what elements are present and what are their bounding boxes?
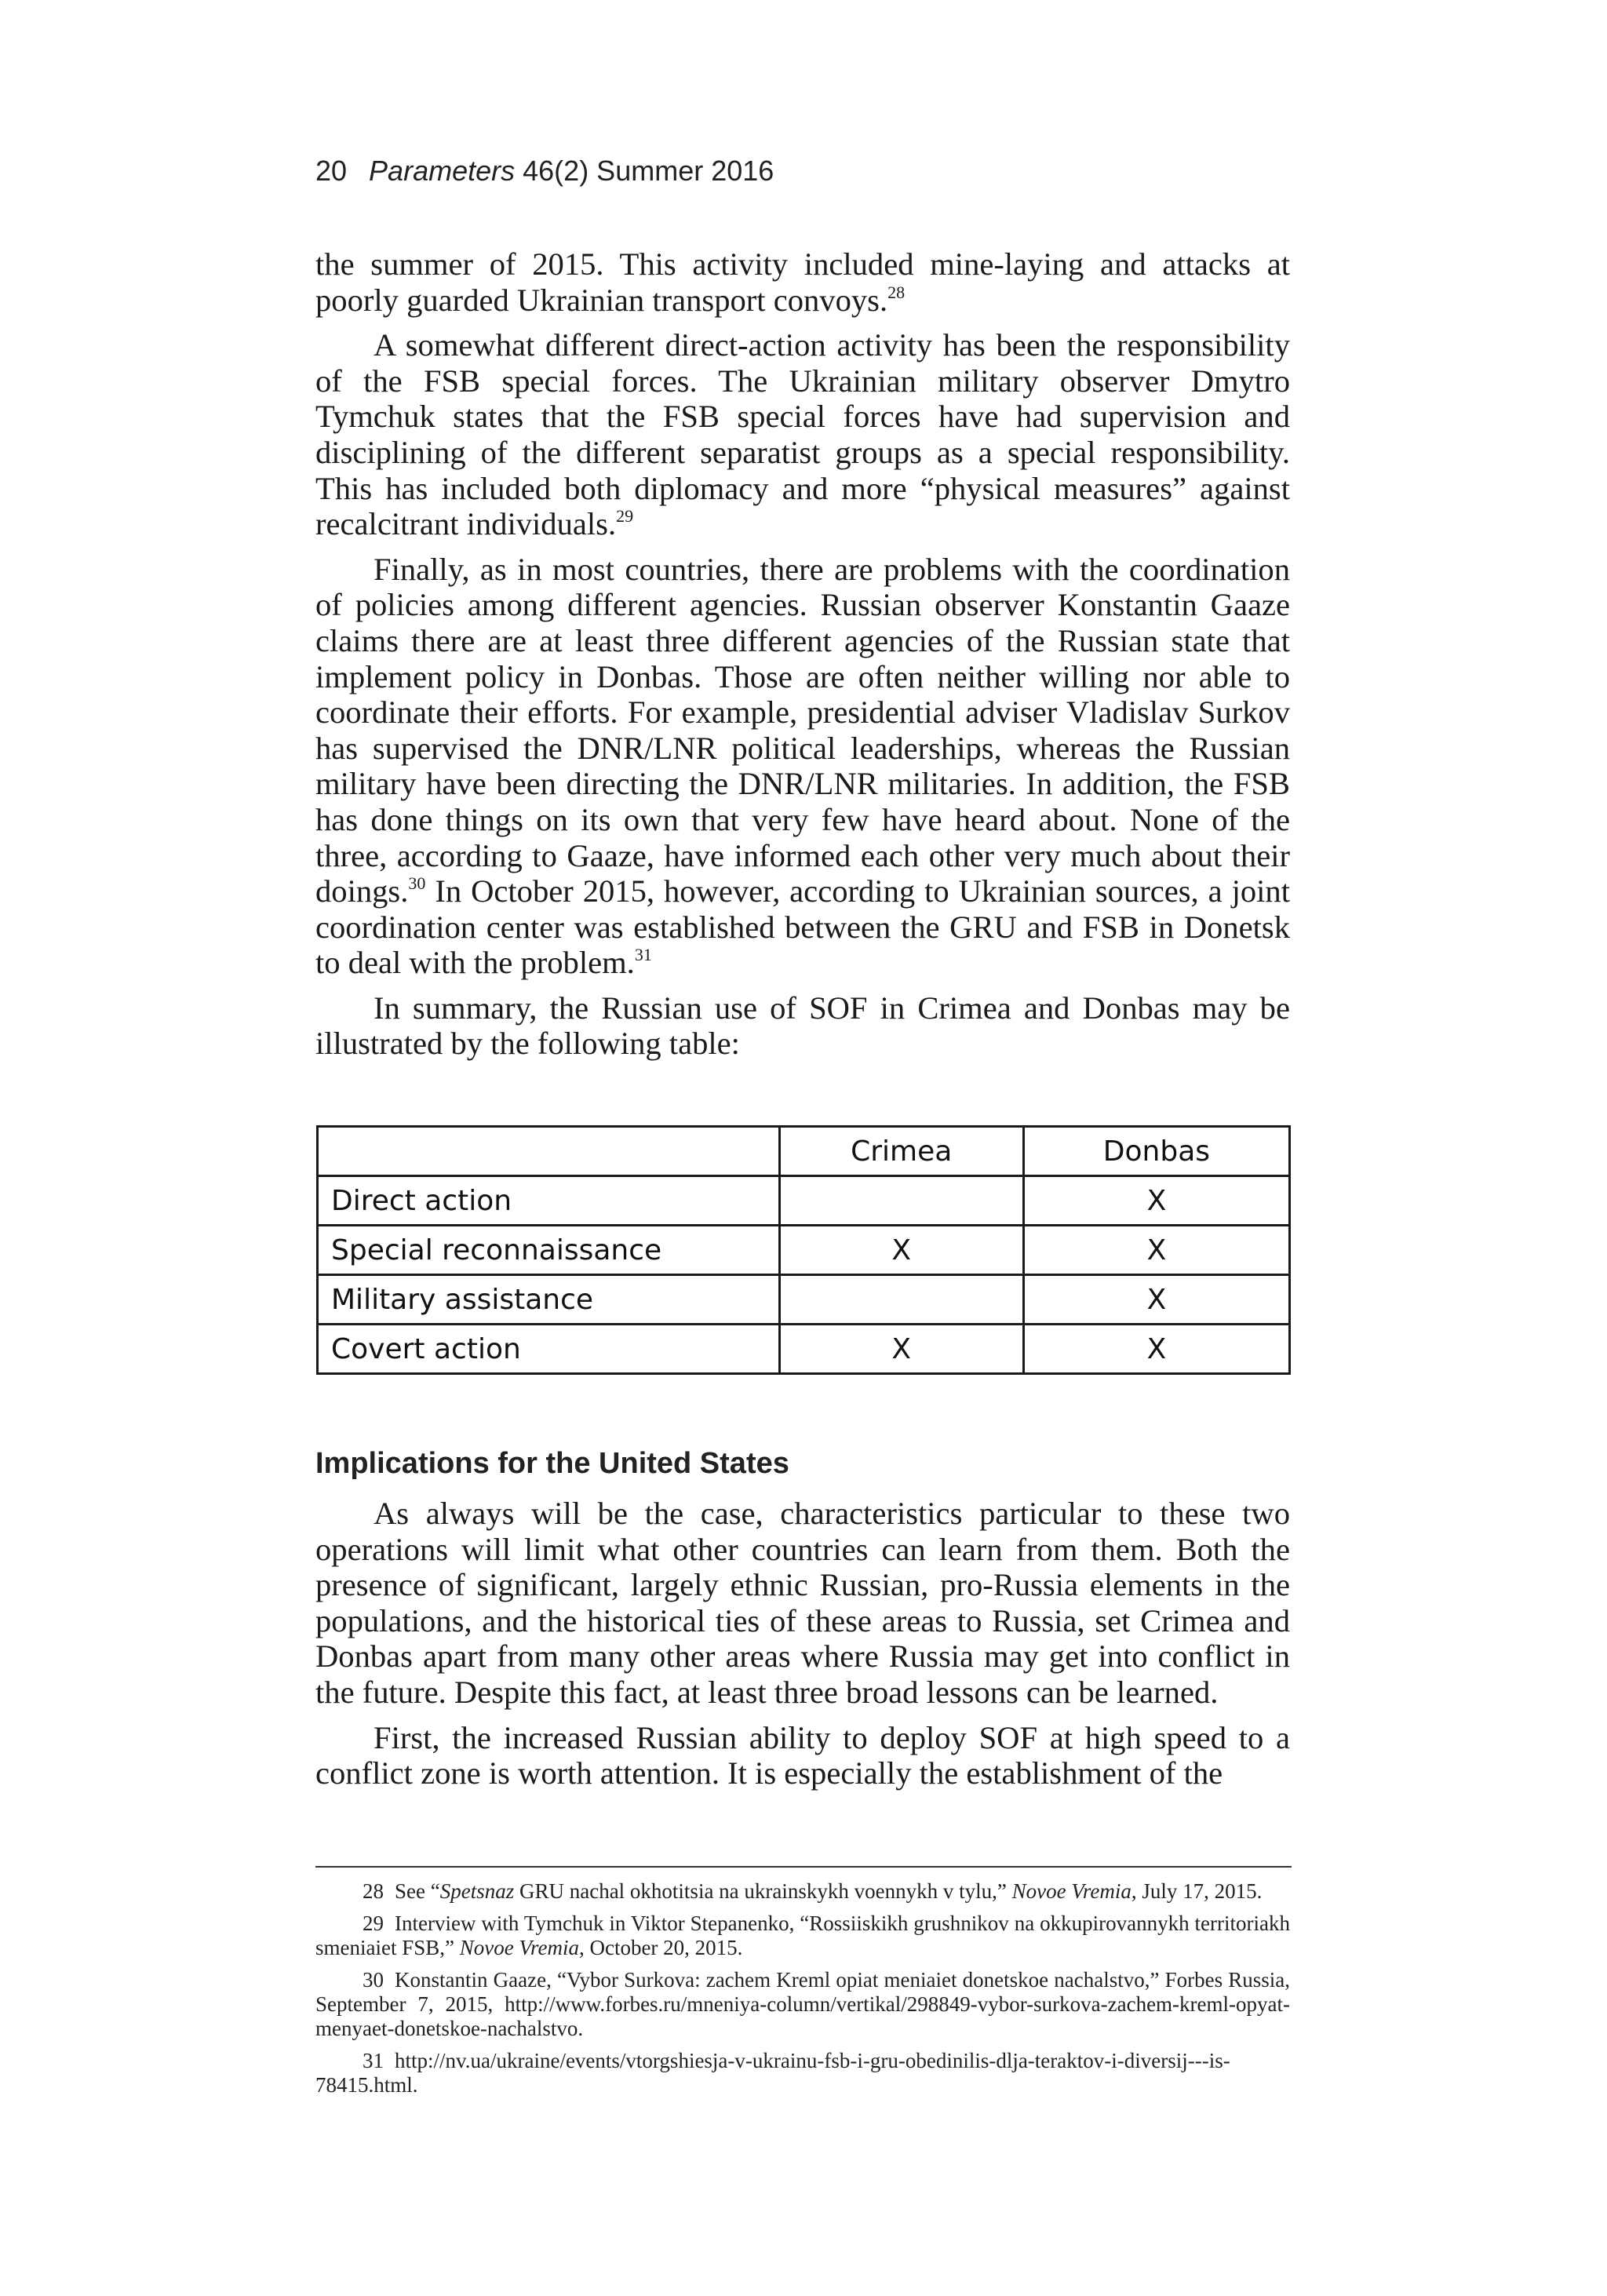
- footnotes: [315, 1879, 1290, 2105]
- footnote-29: 29 Interview with Tymchuk in Viktor Stepanenko, “Rossiiskikh grushnikov na okkupirovannykh territoriakh smeniaiet FSB,” Novoe Vremia, October 20, 2015.: [315, 1912, 1290, 1959]
- sof-table: [316, 1125, 1291, 1375]
- footnote-ref-30[interactable]: 30: [408, 873, 426, 894]
- journal-title: Parameters: [369, 155, 516, 187]
- footnote-31: 31 http://nv.ua/ukraine/events/vtorgshiesja-v-ukrainu-fsb-i-gru-obedinilis-dlja-teraktov-i-diversij---is-78415.html.: [315, 2049, 1230, 2097]
- table-row: [318, 1226, 1290, 1275]
- footnote-30: 30 Konstantin Gaaze, “Vybor Surkova: zachem Kreml opiat meniaiet donetskoe nachalstvo,” Forbes Russia, September 7, 2015, http://www.forbes.ru/mneniya-column/vertikal/298849-vybor-surkova-zachem-kreml-opyat-menyaet-donetskoe-nachalstvo.: [315, 1968, 1290, 2040]
- donbas-cell: X: [1023, 1275, 1289, 1325]
- footnote-28: 28 See “Spetsnaz GRU nachal okhotitsia na ukrainskykh voennykh v tylu,” Novoe Vremia, July 17, 2015.: [363, 1879, 1263, 1903]
- crimea-cell: [779, 1176, 1023, 1226]
- donbas-cell: X: [1023, 1325, 1289, 1374]
- table-header-row: [318, 1127, 1290, 1176]
- footnote-31-link[interactable]: http://nv.ua/ukraine/events/vtorgshiesja-v-ukrainu-fsb-i-gru-obedinilis-dlja-teraktov-i-diversij---is-78415.html.: [315, 2049, 1230, 2097]
- table-row: [318, 1275, 1290, 1325]
- paragraph-4: In summary, the Russian use of SOF in Crimea and Donbas may be illustrated by the following table:: [315, 989, 1290, 1062]
- donbas-cell: X: [1023, 1176, 1289, 1226]
- footnote-ref-31[interactable]: 31: [634, 945, 652, 965]
- section-heading: Implications for the United States: [315, 1447, 789, 1480]
- journal-issue: 46(2) Summer 2016: [523, 155, 774, 187]
- table-header-donbas: Donbas: [1023, 1127, 1289, 1176]
- row-label: Special reconnaissance: [318, 1226, 780, 1275]
- paragraph-1: the summer of 2015. This activity included mine-laying and attacks at poorly guarded Ukrainian transport convoys.$^{28}$: [315, 246, 1290, 318]
- page-number: 20: [315, 155, 348, 187]
- table-header-blank: [318, 1127, 780, 1176]
- paragraph-2: A somewhat different direct-action activity has been the responsibility of the FSB special forces. The Ukrainian military observer Dmytro Tymchuk states that the FSB special forces have had supervision and disciplining of the different separatist groups as a special responsibility. This has included both diplomacy and more “physical measures” against recalcitrant individuals.$^{29}$: [315, 327, 1290, 542]
- table-row: [318, 1176, 1290, 1226]
- row-label: Military assistance: [318, 1275, 780, 1325]
- crimea-cell: X: [779, 1325, 1023, 1374]
- crimea-cell: X: [779, 1226, 1023, 1275]
- row-label: Direct action: [318, 1176, 780, 1226]
- body-text-lower: [315, 1496, 1290, 1801]
- paragraph-3: Finally, as in most countries, there are problems with the coordination of policies among different agencies. Russian observer Konstantin Gaaze claims there are at least three different agencies of the Russian state that implement policy in Donbas. Those are often neither willing nor able to coordinate their efforts. For example, presidential adviser Vladislav Surkov has supervised the DNR/LNR political leaderships, whereas the Russian military have been directing the DNR/LNR militaries. In addition, the FSB has done things on its own that very few have heard about. None of the three, according to Gaaze, have informed each other very much about their doings.$^{30}$ In October 2015, however, according to Ukrainian sources, a joint coordination center was established between the GRU and FSB in Donetsk to deal with the problem.$^{31}$: [315, 551, 1290, 981]
- row-label: Covert action: [318, 1325, 780, 1374]
- running-header: [315, 155, 774, 188]
- body-text-upper: [315, 246, 1290, 1071]
- table-header-crimea: Crimea: [779, 1127, 1023, 1176]
- table-row: [318, 1325, 1290, 1374]
- footnote-ref-29[interactable]: 29: [616, 506, 634, 527]
- donbas-cell: X: [1023, 1226, 1289, 1275]
- footnote-divider: [315, 1866, 1292, 1868]
- footnote-ref-28[interactable]: 28: [887, 282, 906, 302]
- crimea-cell: [779, 1275, 1023, 1325]
- footnote-30-text[interactable]: Konstantin Gaaze, “Vybor Surkova: zachem Kreml opiat meniaiet donetskoe nachalstvo,” Forbes Russia, September 7, 2015, http://www.forbes.ru/mneniya-column/vertikal/298849-vybor-surkova-zachem-kreml-opyat-menyaet-donetskoe-nachalstvo.: [315, 1968, 1290, 2040]
- paragraph-6: First, the increased Russian ability to deploy SOF at high speed to a conflict zone is worth attention. It is especially the establishment of the: [315, 1719, 1290, 1791]
- paragraph-5: As always will be the case, characteristics particular to these two operations will limit what other countries can learn from them. Both the presence of significant, largely ethnic Russian, pro-Russia elements in the populations, and the historical ties of these areas to Russia, set Crimea and Donbas apart from many other areas where Russia may get into conflict in the future. Despite this fact, at least three broad lessons can be learned.: [315, 1496, 1290, 1710]
